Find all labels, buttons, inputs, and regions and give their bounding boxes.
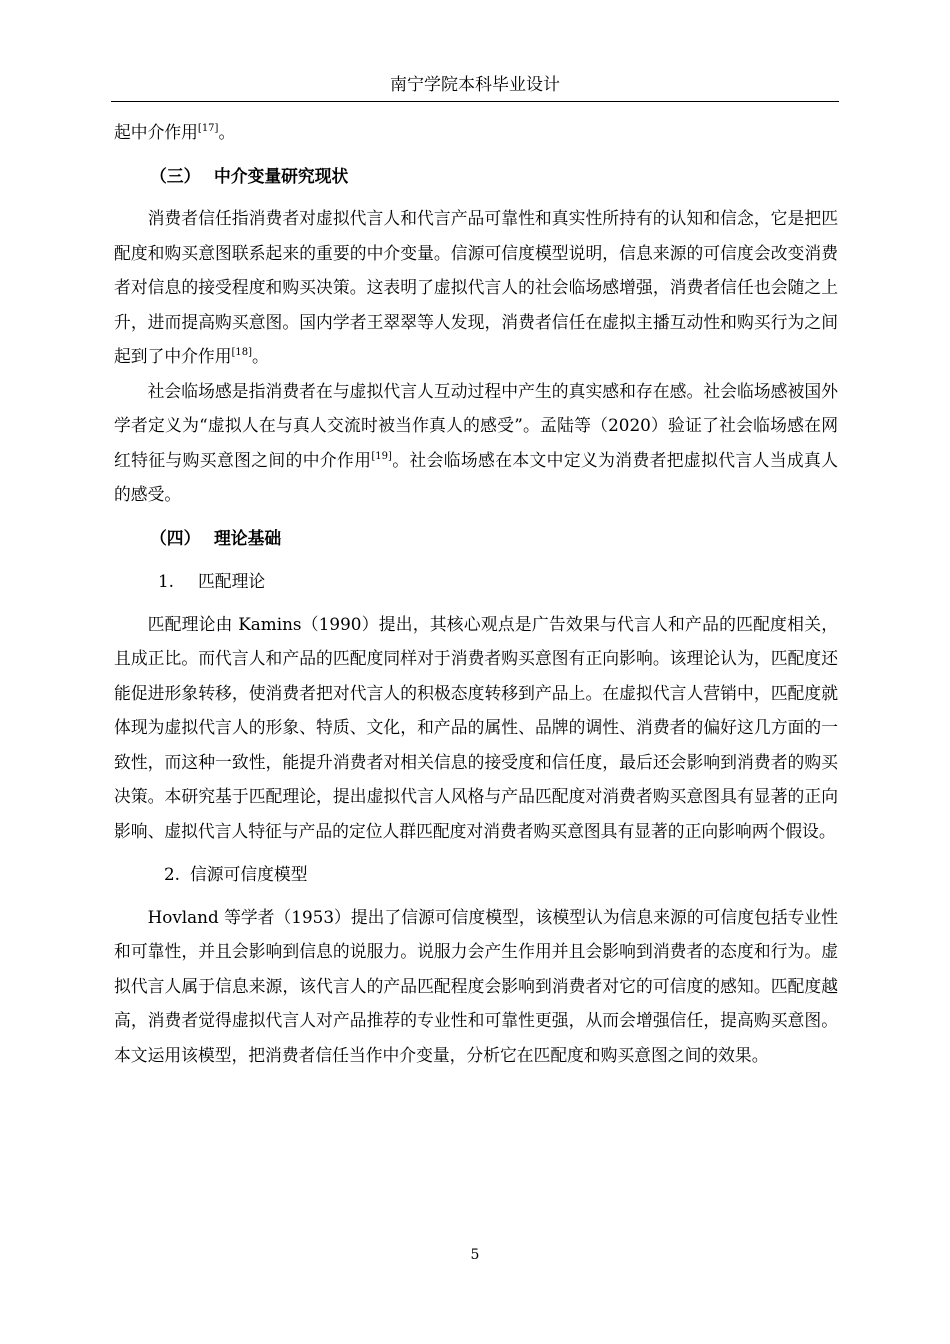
subsection-heading-2 — [158, 857, 838, 892]
section-heading-4 — [150, 521, 838, 556]
subsection-heading-1 — [158, 564, 838, 599]
paragraph-consumer-trust: 消费者信任指消费者对虚拟代言人和代言产品可靠性和真实性所持有的认知和信念，它是把匹配度和购买意图联系起来的重要的中介变量。信源可信度模型说明，信息来源的可信度会改变消费者对信息的接受程度和购买决策。这表明了虚拟代言人的社会临场感增强，消费者信任也会随之上升，进而提高购买意图。国内学者王翠翠等人发现，消费者信任在虚拟主播互动性和购买行为之间起到了中介作用[18]。 — [114, 208, 838, 366]
paragraph-social-presence: 社会临场感是指消费者在与虚拟代言人互动过程中产生的真实感和存在感。社会临场感被国外学者定义为“虚拟人在与真人交流时被当作真人的感受”。孟陆等（2020）验证了社会临场感在网红特征与购买意图之间的中介作用[19]。社会临场感在本文中定义为消费者把虚拟代言人当成真人的感受。 — [114, 380, 838, 504]
citation-ref[interactable]: [17] — [197, 123, 219, 134]
subsection-number: 2. — [164, 864, 181, 884]
section-title: 中介变量研究现状 — [214, 165, 349, 186]
subsection-number: 1. — [158, 571, 175, 591]
paragraph-source-credibility: Hovland 等学者（1953）提出了信源可信度模型，该模型认为信息来源的可信度包括专业性和可靠性，并且会影响到信息的说服力。说服力会产生作用并且会影响到消费者的态度和行为。虚拟代言人属于信息来源，该代言人的产品匹配程度会影响到消费者对它的可信度的感知。匹配度越高，消费者觉得虚拟代言人对产品推荐的专业性和可靠性更强，从而会增强信任，提高购买意图。本文运用该模型，把消费者信任当作中介变量，分析它在匹配度和购买意图之间的效果。 — [114, 906, 838, 1065]
section-title: 理论基础 — [214, 527, 282, 548]
section-number: （三） — [150, 165, 201, 186]
citation-ref[interactable]: [19] — [371, 450, 392, 462]
section-number: （四） — [150, 527, 201, 548]
page-number: 5 — [470, 1247, 480, 1263]
document-body — [114, 115, 838, 1072]
page-header-title: 南宁学院本科毕业设计 — [390, 75, 560, 95]
paragraph-matching-theory: 匹配理论由 Kamins（1990）提出，其核心观点是广告效果与代言人和产品的匹配度相关，且成正比。而代言人和产品的匹配度同样对于消费者购买意图有正向影响。该理论认为，匹配度还能促进形象转移，使消费者把对代言人的积极态度转移到产品上。在虚拟代言人营销中，匹配度就体现为虚拟代言人的形象、特质、文化，和产品的属性、品牌的调性、消费者的偏好这几方面的一致性，而这种一致性，能提升消费者对相关信息的接受度和信任度，最后还会影响到消费者的购买决策。本研究基于匹配理论，提出虚拟代言人风格与产品匹配度对消费者购买意图具有显著的正向影响、虚拟代言人特征与产品的定位人群匹配度对消费者购买意图具有显著的正向影响两个假设。 — [114, 613, 838, 841]
paragraph-continuation: 起中介作用[17]。 — [114, 122, 236, 142]
subsection-title: 信源可信度模型 — [190, 864, 308, 884]
section-heading-3 — [150, 159, 838, 194]
citation-ref[interactable]: [18] — [231, 347, 253, 358]
subsection-title: 匹配理论 — [198, 571, 266, 591]
header-divider — [111, 101, 839, 102]
